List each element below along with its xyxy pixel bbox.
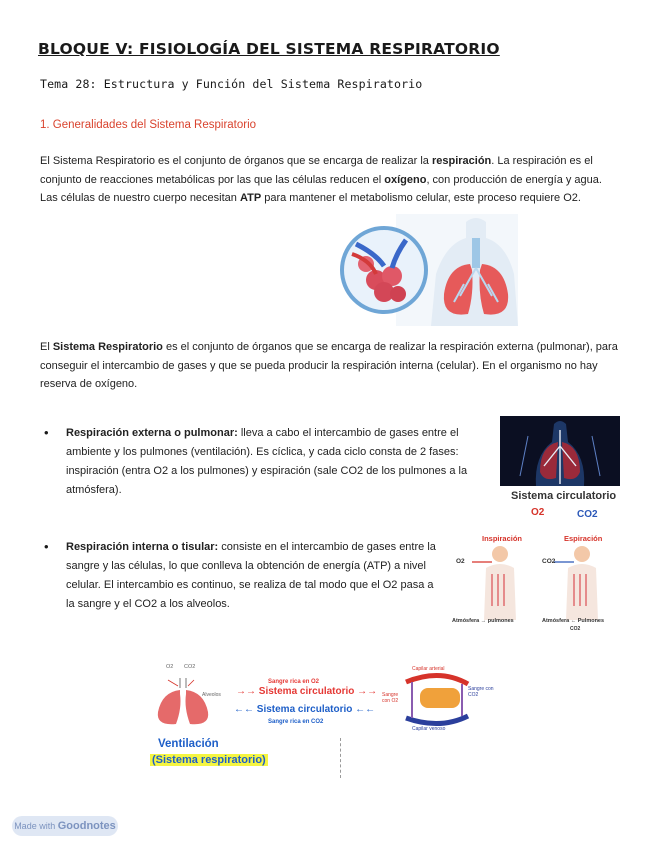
arrow-from-circulatory: ←← Sistema circulatorio ←← xyxy=(234,704,376,715)
circulatory-caption: Sistema circulatorio xyxy=(511,490,617,502)
bullet-internal-respiration: Respiración interna o tisular: consiste en el intercambio de gases entre la sangre y las células, lo que conlleva la obtención de energía (ATP) a nivel celular. El intercambio es continuo, se realiza de tal modo que el O2 pasa a la sangre y el CO2 a los alveolos. xyxy=(66,541,436,610)
expiration-caption: Atmósfera ← Pulmones xyxy=(542,618,605,624)
bottom-small-caption: Sangre rica en CO2 xyxy=(268,719,324,725)
bullet-dot: • xyxy=(44,425,49,440)
capilar-arterial-label: Capilar arterial xyxy=(412,666,445,672)
section-heading: 1. Generalidades del Sistema Respiratorio xyxy=(40,119,257,131)
top-small-caption: Sangre rica en O2 xyxy=(268,679,320,685)
figure-divider xyxy=(340,738,341,778)
o2-label: O2 xyxy=(531,507,545,518)
inspiracion-label: Inspiración xyxy=(482,534,523,543)
bullet-external-respiration: Respiración externa o pulmonar: lleva a cabo el intercambio de gases entre el ambiente y los pulmones (ventilación). Es cíclica, y cada ciclo consta de 2 fases: inspiración (entra O2 a los pulmones) y espiración (sale CO2 de los pulmones a la atmósfera). xyxy=(66,427,468,496)
topic-subtitle: Tema 28: Estructura y Función del Sistema Respiratorio xyxy=(40,77,423,91)
co2-small-label: CO2 xyxy=(184,664,196,670)
sistema-respiratorio-label: (Sistema respiratorio) xyxy=(152,754,266,766)
sangre-co2-label: Sangre con CO2 xyxy=(468,686,494,698)
ventilation-figure xyxy=(150,662,496,782)
phase-co2-label: CO2 xyxy=(542,558,556,565)
respiratory-system-paragraph: El Sistema Respiratorio es el conjunto de órganos que se encarga de realizar la respiración externa (pulmonar), para conseguir el intercambio de gases y que se pueda producir la respiración interna (celular). En el organismo no hay reserva de oxígeno. xyxy=(40,341,618,390)
capilar-venoso-label: Capilar venoso xyxy=(412,726,446,732)
inspiration-caption: Atmósfera → pulmones xyxy=(452,618,514,624)
lungs-alveoli-illustration xyxy=(336,214,518,326)
goodnotes-badge[interactable]: Made with Goodnotes xyxy=(12,816,118,836)
phase-o2-label: O2 xyxy=(456,558,465,565)
circulatory-system-image xyxy=(500,416,620,486)
bullet-dot: • xyxy=(44,539,49,554)
page-title: BLOQUE V: FISIOLOGÍA DEL SISTEMA RESPIRATORIO xyxy=(38,40,500,58)
co2-label: CO2 xyxy=(577,509,598,520)
sangre-o2-label: Sangre con O2 xyxy=(382,692,399,704)
ventilacion-label: Ventilación xyxy=(158,738,219,750)
arrow-to-circulatory: →→ Sistema circulatorio →→ xyxy=(236,686,378,697)
o2-small-label: O2 xyxy=(166,664,174,670)
expiration-caption-co2: CO2 xyxy=(570,626,581,632)
alveolos-label: Alveolos xyxy=(202,692,221,698)
breathing-phases-figure xyxy=(446,530,632,640)
intro-paragraph: El Sistema Respiratorio es el conjunto de órganos que se encarga de realizar la respiración. La respiración es el conjunto de reacciones metabólicas por las que las células reducen el oxígeno, con producción de energía y agua. Las células de nuestro cuerpo necesitan ATP para mantener el metabolismo celular, este proceso requiere O2. xyxy=(40,155,602,204)
espiracion-label: Espiración xyxy=(564,534,603,543)
